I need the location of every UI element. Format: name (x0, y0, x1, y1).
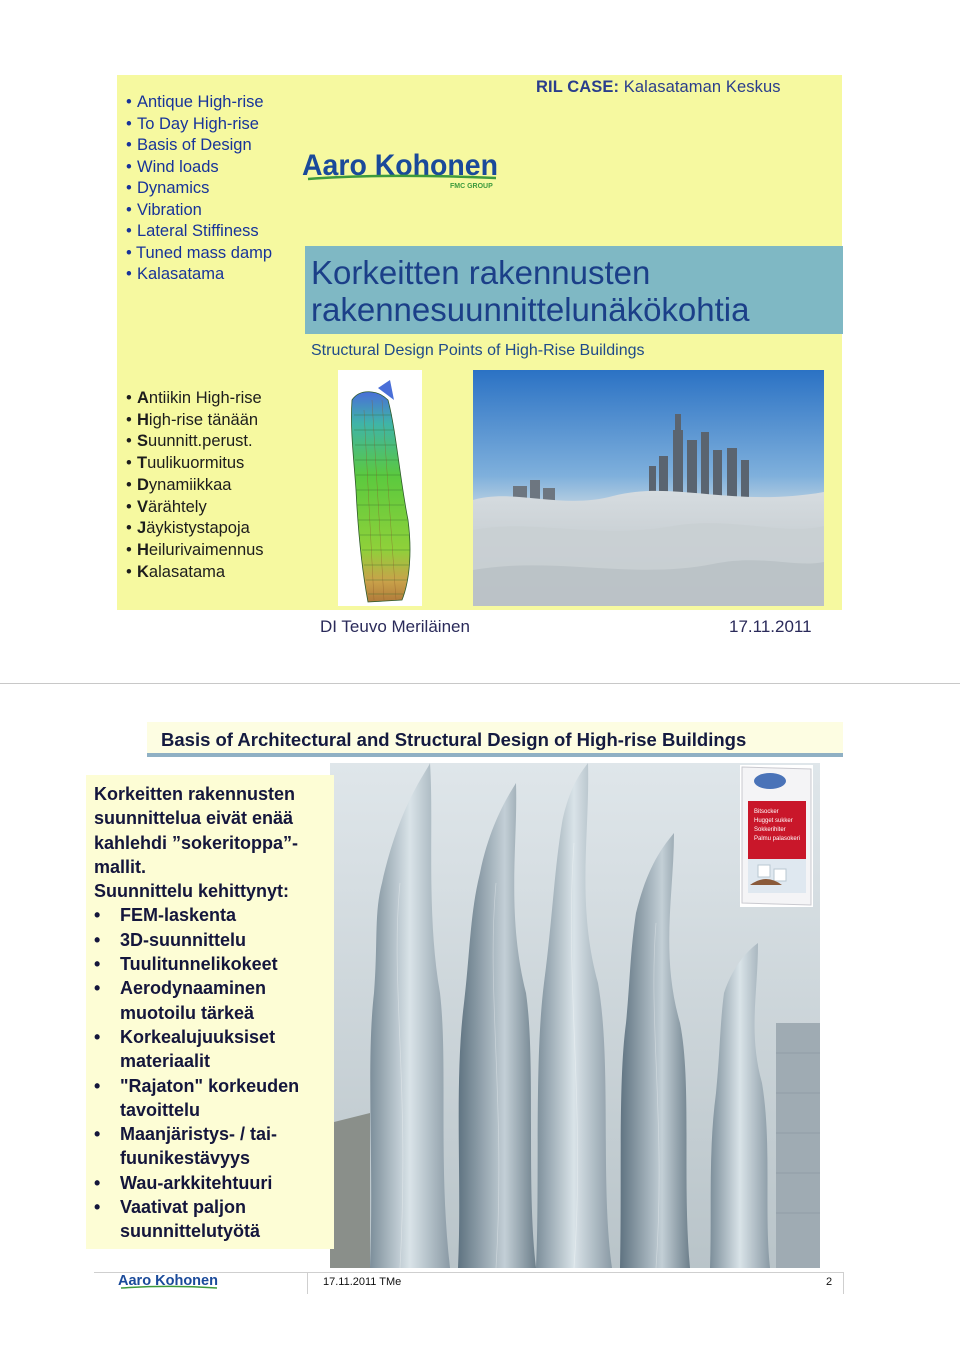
case-heading (536, 78, 781, 97)
title-line-1: Korkeitten rakennusten (311, 254, 651, 291)
aaro-kohonen-logo (300, 148, 505, 190)
footer-logo-text: Aaro Kohonen (118, 1272, 218, 1289)
list-item: • "Rajaton" korkeuden tavoittelu (94, 1074, 330, 1123)
list-item: • Antiikin High-rise (126, 388, 264, 410)
footer-logo (117, 1268, 220, 1294)
list-item: • Tuned mass damp (126, 243, 272, 265)
intro-text: Korkeitten rakennusten suunnittelua eivät enää kahlehdi ”sokeritoppa”-mallit. (94, 784, 299, 877)
list-item: • Tuulitunnelikokeet (94, 952, 330, 976)
list-item: • Vibration (126, 200, 272, 222)
list-item: • Kalasatama (126, 562, 264, 584)
english-topic-list (126, 92, 272, 286)
list-item: • To Day High-rise (126, 114, 272, 136)
design-list (94, 903, 330, 1243)
list-item: • Suunnitt.perust. (126, 431, 264, 453)
list-item: • Lateral Stiffiness (126, 221, 272, 243)
slide-2-title: Basis of Architectural and Structural Design of High-rise Buildings (161, 729, 747, 750)
list-item: • Wind loads (126, 157, 272, 179)
list-item: • Korkealujuuksiset materiaalit (94, 1025, 330, 1074)
title-line-2: rakennesuunnittelunäkökohtia (311, 291, 750, 328)
logo-text: Aaro Kohonen (302, 149, 498, 182)
list-item: • Maanjäristys- / tai-fuunikestävyys (94, 1122, 330, 1171)
date: 17.11.2011 (729, 617, 812, 636)
list-item: • High-rise tänään (126, 410, 264, 432)
sugar-text: Sokkerihiter (754, 827, 786, 833)
finnish-topic-list (126, 388, 264, 583)
page-number: 2 (826, 1276, 833, 1288)
slide-title (311, 254, 750, 328)
list-item: • Kalasatama (126, 264, 272, 286)
list-item: • Antique High-rise (126, 92, 272, 114)
sugar-text: Bitsocker (754, 809, 779, 815)
list-item: • Aerodynaaminen muotoilu tärkeä (94, 976, 330, 1025)
slide-2-text (94, 782, 330, 1244)
list-item: • FEM-laskenta (94, 903, 330, 927)
author: DI Teuvo Meriläinen (320, 617, 470, 636)
list-item: • Dynamiikkaa (126, 475, 264, 497)
fem-building-image (338, 370, 422, 606)
sugar-text: Palmu palasokeri (754, 836, 801, 842)
sugar-text: Hugget sukker (754, 818, 793, 824)
list-item: • Dynamics (126, 178, 272, 200)
list-item: • Basis of Design (126, 135, 272, 157)
logo-subtext: FMC GROUP (450, 183, 493, 190)
footer-divider (843, 1272, 844, 1294)
slide-subtitle: Structural Design Points of High-Rise Buildings (311, 342, 645, 359)
list-item: • Wau-arkkitehtuuri (94, 1171, 330, 1195)
case-label: RIL CASE: (536, 78, 620, 96)
lead-text: Suunnittelu kehittynyt: (94, 881, 289, 902)
list-item: • Vaativat paljon suunnittelutyötä (94, 1195, 330, 1244)
footer-divider (307, 1272, 308, 1294)
footer-text: 17.11.2011 TMe (323, 1276, 402, 1288)
list-item: • 3D-suunnittelu (94, 928, 330, 952)
sugar-box-image (740, 765, 813, 907)
list-item: • Heilurivaimennus (126, 540, 264, 562)
list-item: • Jäykistystapoja (126, 518, 264, 540)
list-item: • Tuulikuormitus (126, 453, 264, 475)
skyline-fog-image (473, 370, 824, 606)
case-place: Kalasataman Keskus (623, 78, 781, 96)
list-item: • Värähtely (126, 497, 264, 519)
